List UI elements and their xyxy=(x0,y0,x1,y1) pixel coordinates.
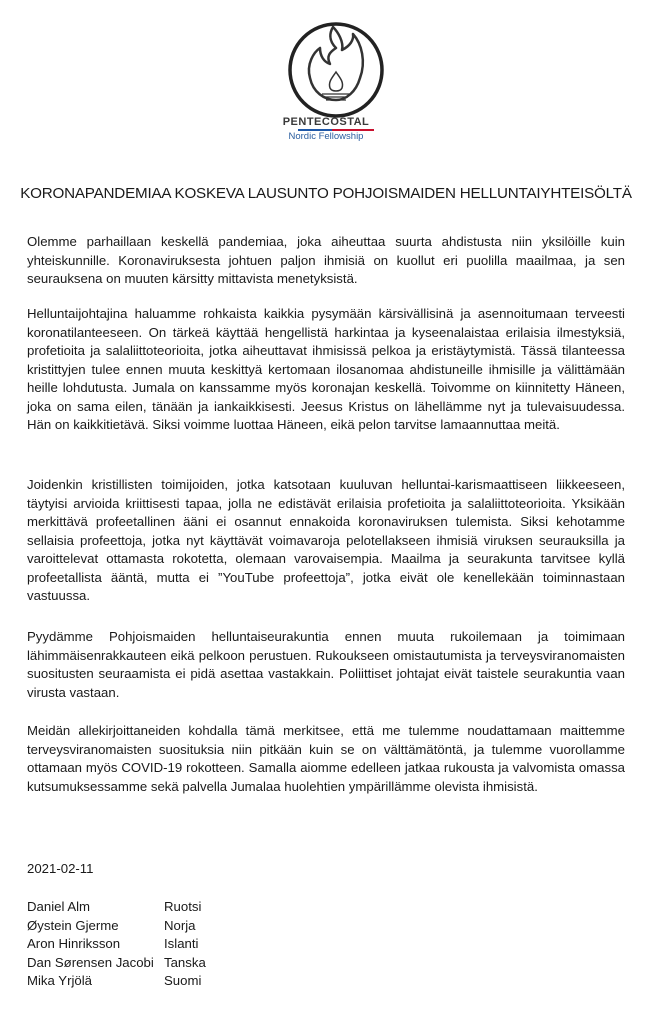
paragraph-1: Olemme parhaillaan keskellä pandemiaa, joka aiheuttaa suurta ahdistusta niin yksilöille kuin yhteiskunnille. Koronaviruksesta johtuen paljon ihmisiä on kuollut eri puolilla maailmaa, ja sen seurauksena on muuten kärsitty mittavista menetyksistä. xyxy=(27,234,625,286)
statement-date: 2021-02-11 xyxy=(27,861,94,876)
signatory-country: Norja xyxy=(164,917,196,933)
signatory-list xyxy=(27,898,206,991)
signatory-country: Suomi xyxy=(164,973,202,988)
signatory-row xyxy=(27,954,206,973)
signatory-country: Tanska xyxy=(164,954,206,970)
signatory-row xyxy=(27,898,206,917)
signatory-country: Ruotsi xyxy=(164,899,202,914)
signatory-name: Daniel Alm xyxy=(27,899,91,914)
paragraph-5: Meidän allekirjoittaneiden kohdalla tämä merkitsee, että me tulemme noudattamaan maittemme terveysviranomaisten suosituksia niin pitkään kuin se on välttämätöntä, ja tulemme vuorollamme ottamaan myös COVID-19 rokotteen. Samalla aiomme edelleen jatkaa rukousta ja valvomista omassa kutsumuksessamme sekä palvella Jumalaa huolehtien ympärillämme olevista ihmisistä. xyxy=(27,723,625,794)
paragraph-4: Pyydämme Pohjoismaiden helluntaiseurakuntia ennen muuta rukoilemaan ja toimimaan lähimmäisenrakkauteen eikä pelkoon perustuen. Rukoukseen omistautumista ja terveysviranomaisten suositusten seuraamista ei pidä asettaa vastakkain. Poliittiset johtajat eivät taistele seurakuntia vaan virusta vastaan. xyxy=(27,629,625,700)
brand-name: PENTECOSTAL xyxy=(282,116,370,128)
document-title: KORONAPANDEMIAA KOSKEVA LAUSUNTO POHJOISMAIDEN HELLUNTAIYHTEISÖLTÄ xyxy=(20,185,632,202)
signatory-row xyxy=(27,917,206,936)
signatory-name: Dan Sørensen Jacobi xyxy=(27,954,154,970)
signatory-name: Aron Hinriksson xyxy=(27,936,121,951)
signatory-name: Mika Yrjölä xyxy=(27,973,92,988)
signatory-row xyxy=(27,935,206,954)
signatory-name: Øystein Gjerme xyxy=(27,917,119,933)
brand-subtitle: Nordic Fellowship xyxy=(288,131,364,142)
paragraph-3: Joidenkin kristillisten toimijoiden, jotka katsotaan kuuluvan helluntai-karismaattiseen liikkeeseen, täytyisi arvioida kriittisesti tapaa, jolla ne edistävät erilaisia profetioita ja salaliittoteorioita. Yksikään merkittävä profeetallinen ääni ei osannut ennakoida koronaviruksen tulemista. Siksi kehotamme sellaisia profeettoja, jotka nyt käyttävät voimavaroja pelotellakseen ihmisiä viruksen seurauksilla ja varoittelevat ottamasta rokotetta, olemaan varovaisempia. Maailma ja seurakunta tarvitsee kyllä profeetallista ääntä, mutta ei ”YouTube profeettoja”, jotka eivät ole kenellekään toiminnastaan vastuussa. xyxy=(27,477,625,603)
paragraph-2: Helluntaijohtajina haluamme rohkaista kaikkia pysymään kärsivällisinä ja asennoitumaan terveesti koronatilanteeseen. On tärkeä käyttää hengellistä harkintaa ja kyseenalaistaa erilaisia ilmestyksiä, profetioita ja salaliittoteorioita, jotka aiheuttavat ihmisissä pelkoa ja eristäytymistä. Tässä tilanteessa kristittyjen tulee ennen muuta keskittyä kertomaan ilosanomaa ahdistuneille ihmisille ja välittämään heille lohdutusta. Jumala on kanssamme myös koronajan keskellä. Toivomme on kiinnitetty Häneen, joka on sama eilen, tänään ja iankaikkisesti. Jeesus Kristus on lähellämme nyt ja tulevaisuudessa. Hän on kaikkitietävä. Siksi voimme luottaa Häneen, eikä pelon tarvitse lamaannuttaa meitä. xyxy=(27,306,625,432)
signatory-country: Islanti xyxy=(164,936,199,951)
signatory-row xyxy=(27,972,206,991)
